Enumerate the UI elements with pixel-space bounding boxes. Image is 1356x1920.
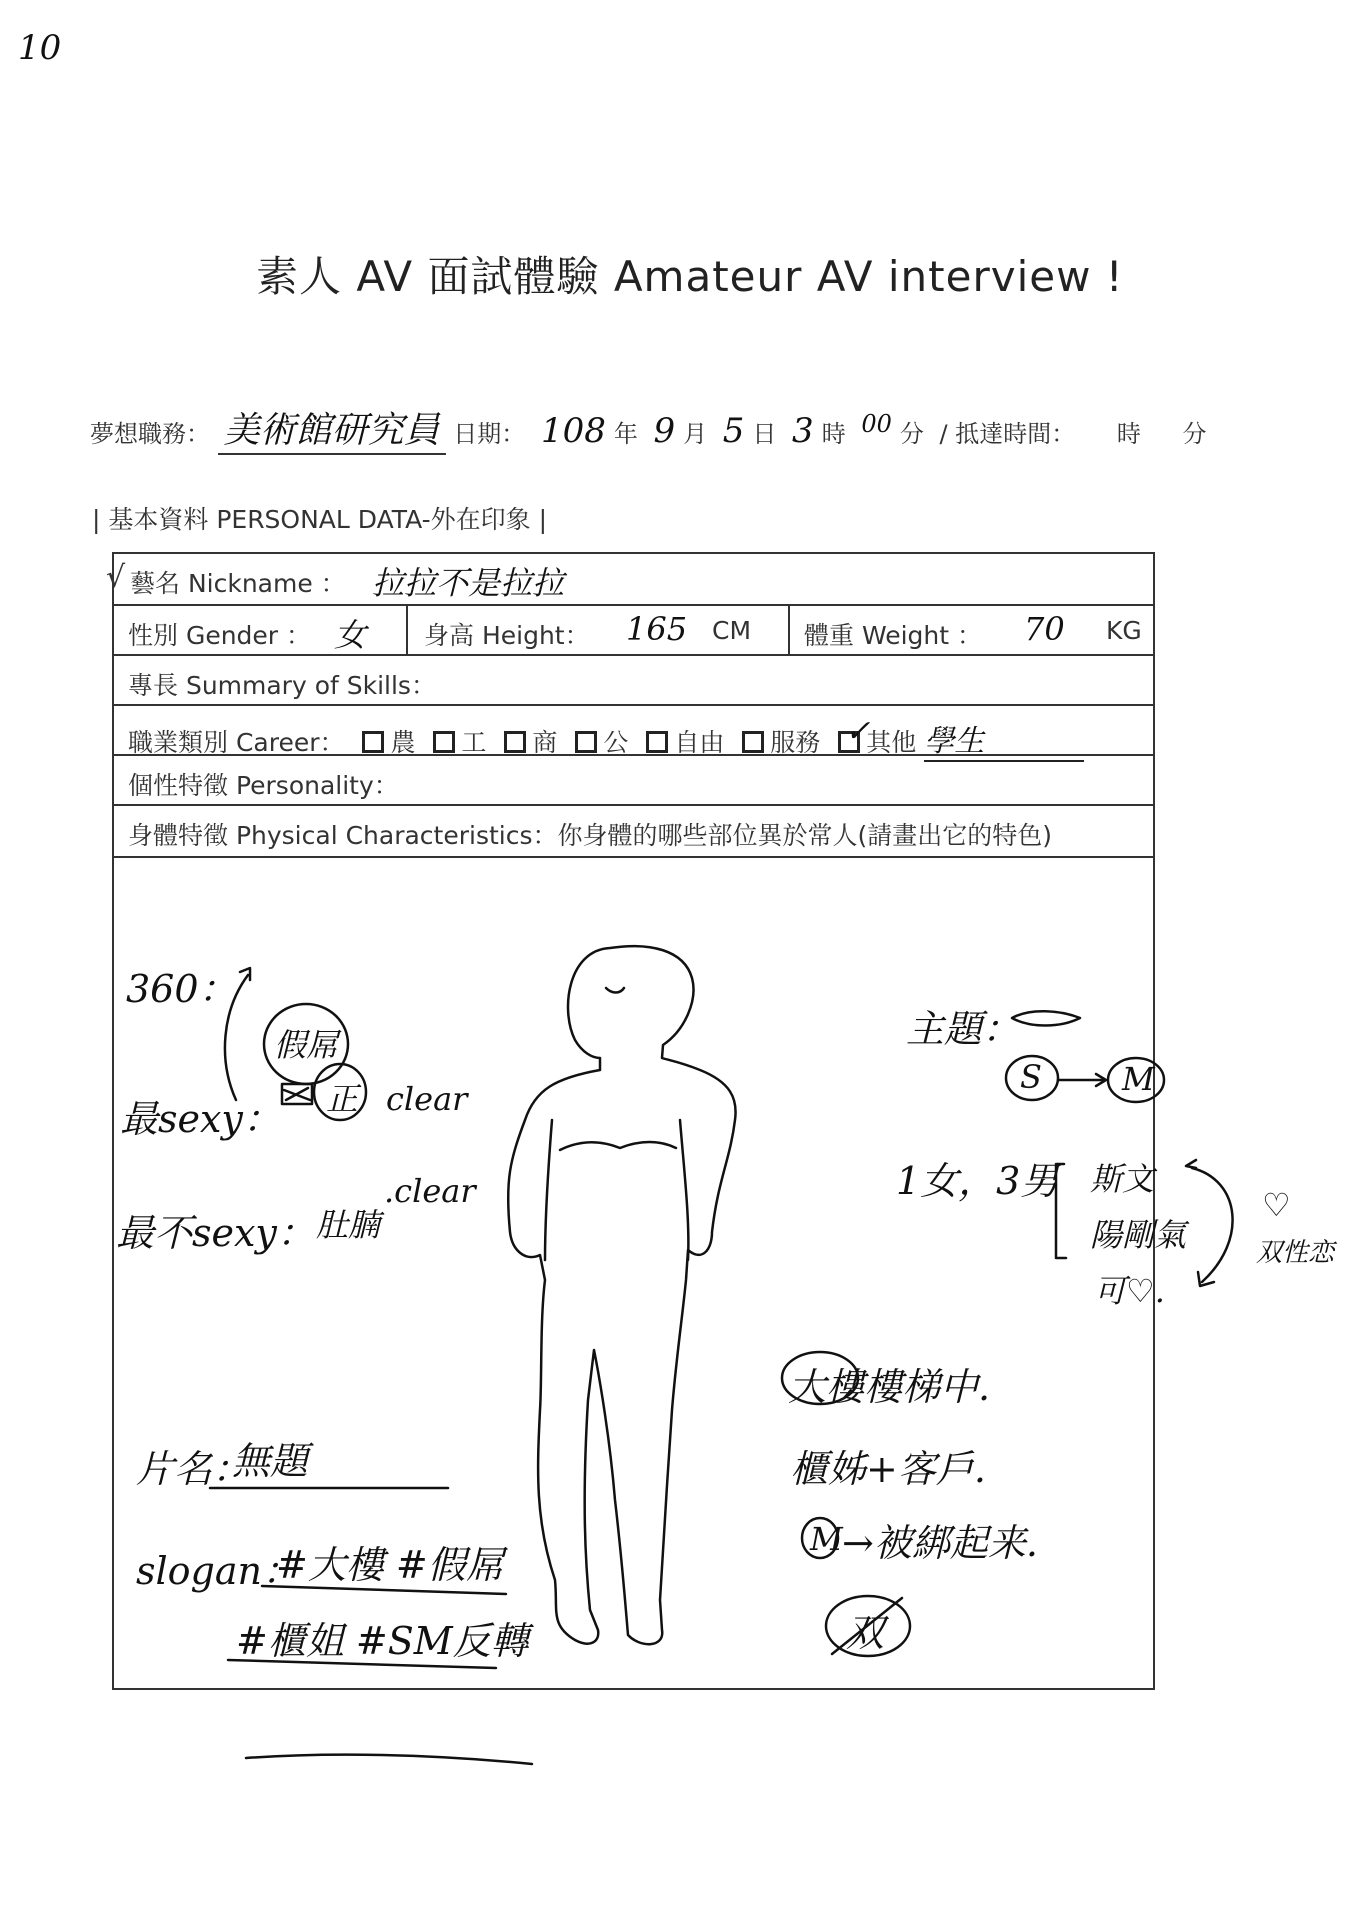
arrow-to-gentle	[1186, 1160, 1196, 1168]
career-option-public: 公	[603, 728, 629, 757]
height-value: 165	[626, 610, 688, 648]
gender-value: 女	[334, 616, 367, 654]
unit-hour: 時	[821, 420, 846, 448]
note-bisexual: 双性恋	[1256, 1238, 1335, 1268]
body-arm-line-right	[680, 1120, 688, 1260]
note-slogan-label: slogan：	[136, 1549, 300, 1593]
note-building-stairs: 大樓樓梯中.	[788, 1365, 991, 1409]
arrow-s-to-m	[1058, 1074, 1106, 1086]
note-manly: 陽剛氣	[1090, 1216, 1187, 1254]
note-film-label: 片名：	[136, 1447, 251, 1491]
note-heart: ♡	[1262, 1186, 1291, 1224]
note-s: S	[1020, 1058, 1042, 1096]
career-option-freelance: 自由	[674, 728, 725, 757]
dream-job-value: 美術館研究員	[223, 410, 440, 451]
date-label: 日期：	[453, 420, 526, 448]
scribble-sexy	[282, 1084, 312, 1104]
note-fake-dildo: 假屌	[274, 1026, 339, 1064]
arrival-hour-unit: 時	[1116, 420, 1141, 448]
note-m-tied: →被綁起来.	[842, 1521, 1038, 1565]
body-arm-line-left	[545, 1120, 552, 1260]
note-cute: 可♡.	[1094, 1272, 1165, 1310]
career-label: 職業類別 Career：	[128, 728, 345, 757]
section-heading: | 基本資料 PERSONAL DATA-外在印象 |	[92, 505, 548, 534]
career-option-other: 其他	[866, 728, 917, 757]
note-film-value: 無題	[232, 1439, 309, 1483]
date-minute: 00	[861, 410, 892, 438]
note-slogan-line-1: #大樓 #假屌	[276, 1543, 504, 1587]
nickname-check: √	[106, 560, 126, 595]
date-year: 108	[540, 411, 606, 451]
note-clear-2: .clear	[384, 1172, 476, 1210]
scribble-theme	[1012, 1011, 1080, 1025]
arrival-label: / 抵達時間：	[939, 420, 1076, 448]
body-outline-drawing	[508, 946, 735, 1644]
unit-year: 年	[613, 420, 638, 448]
weight-label: 體重 Weight ：	[804, 621, 982, 650]
weight-value: 70	[1024, 610, 1065, 648]
career-other-check: ✓	[845, 714, 871, 749]
weight-unit: KG	[1106, 616, 1142, 645]
career-option-farm: 農	[390, 728, 416, 757]
page-number: 10	[18, 28, 62, 68]
note-counter-client: 櫃姊+客戶.	[790, 1447, 986, 1491]
nickname-value: 拉拉不是拉拉	[372, 564, 565, 602]
gender-label: 性別 Gender ：	[128, 621, 312, 650]
arrival-minute-unit: 分	[1182, 420, 1207, 448]
curved-arrow-bisexual	[1192, 1168, 1233, 1286]
body-chest-line	[560, 1142, 676, 1150]
unit-minute: 分	[899, 420, 924, 448]
note-one-woman-three-men: 1女，3男	[896, 1159, 1059, 1203]
skills-label: 專長 Summary of Skills：	[128, 671, 436, 700]
bottom-stray-line	[246, 1755, 532, 1764]
physical-label: 身體特徵 Physical Characteristics：你身體的哪些部位異於常人(請畫出它的特色)	[128, 821, 1053, 850]
unit-month: 月	[683, 420, 708, 448]
unit-day: 日	[752, 420, 777, 448]
personality-label: 個性特徵 Personality：	[128, 771, 399, 800]
note-gentle: 斯文	[1090, 1160, 1155, 1198]
date-month: 9	[653, 411, 676, 451]
date-hour: 3	[792, 411, 814, 451]
note-theme: 主題：	[906, 1007, 1021, 1051]
page-title: 素人 AV 面試體驗 Amateur AV interview !	[256, 252, 1124, 301]
height-unit: CM	[712, 616, 752, 645]
note-m: M	[1122, 1060, 1155, 1098]
note-least-sexy-value: 肚腩	[316, 1206, 381, 1244]
career-option-business: 商	[532, 728, 558, 757]
dream-job-label: 夢想職務：	[90, 420, 210, 448]
note-m-small: M	[810, 1520, 843, 1558]
note-most-sexy: 最sexy：	[120, 1097, 281, 1141]
height-label: 身高 Height：	[424, 621, 590, 650]
note-least-sexy: 最不sexy：	[116, 1211, 315, 1255]
date-day: 5	[722, 411, 745, 451]
career-option-industry: 工	[461, 728, 487, 757]
nickname-label: 藝名 Nickname ：	[130, 569, 346, 598]
career-other-value: 學生	[924, 724, 985, 759]
note-clear-1: clear	[386, 1080, 468, 1118]
note-slogan-line-2: #櫃姐 #SM反轉	[236, 1619, 529, 1663]
note-crossed: 双	[846, 1611, 885, 1655]
career-option-service: 服務	[770, 728, 821, 757]
note-circle-small: 正	[326, 1080, 359, 1118]
face-mark	[606, 988, 624, 993]
note-360: 360：	[126, 967, 237, 1011]
